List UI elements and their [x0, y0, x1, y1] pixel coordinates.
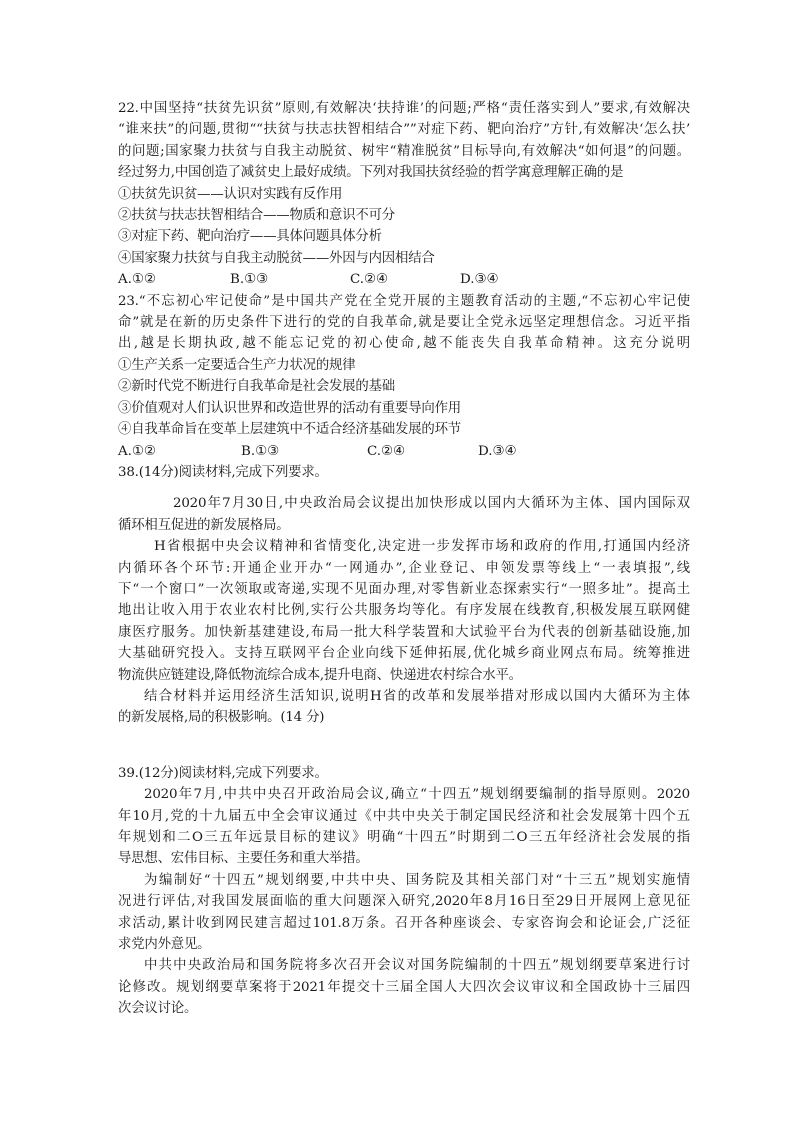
q38-header: 38.(14分)阅读材料,完成下列要求。 [118, 464, 328, 480]
q38-material-line: 2020年7月30日,中央政治局会议提出加快形成以国内大循环为主体、国内国际双 [173, 496, 690, 512]
q38-material-line: H省根据中央会议精神和省情变化,决定进一步发挥市场和政府的作用,打通国内经济 [154, 539, 690, 555]
q22-item: ③对症下药、靶向治疗——具体问题具体分析 [118, 229, 382, 245]
q22-stem-line: 22.中国坚持“扶贫先识贫”原则,有效解决‘扶持谁’的问题;严格“责任落实到人”要求,有效解决 [118, 101, 690, 116]
q22-stem-line: 经过努力,中国创造了减贫史上最好成绩。下列对我国扶贫经验的哲学寓意理解正确的是 [118, 165, 624, 181]
q23-item: ④自我革命旨在变革上层建筑中不适合经济基础发展的环节 [118, 422, 461, 438]
q38-material-line: 康医疗服务。加快新基建建设,布局一批大科学装置和大试验平台为代表的创新基础设施,加 [118, 624, 690, 640]
q23-item: ③价值观对人们认识世界和改造世界的活动有重要导向作用 [118, 400, 461, 416]
q23-item: ①生产关系一定要适合生产力状况的规律 [118, 357, 356, 373]
q23-item: ②新时代党不断进行自我革命是社会发展的基础 [118, 379, 396, 395]
q23-option-d: D.③④ [478, 443, 517, 459]
q23-option-c: C.②④ [367, 443, 406, 459]
q39-material-line: 年10月,党的十九届五中全会审议通过《中共中央关于制定国民经济和社会发展第十四个五 [118, 808, 690, 824]
q22-stem-line: 的问题;国家聚力扶贫与自我主动脱贫、树牢“精准脱贫”目标导向,有效解决“如何退”的问题。 [118, 143, 690, 159]
q39-material-line: 2020年7月,中共中央召开政治局会议,确立“十四五”规划纲要编制的指导原则。2020 [144, 787, 690, 803]
q23-options [118, 441, 690, 462]
q23-stem-line: 出,越是长期执政,越不能忘记党的初心使命,越不能丧失自我革命精神。这充分说明 [118, 336, 690, 352]
q39-material-line: 中共中央政治局和国务院将多次召开会议对国务院编制的十四五”规划纲要草案进行讨 [144, 958, 690, 974]
q38-material-line: 物流供应链建设,降低物流综合成本,提升电商、快递进农村综合水平。 [118, 667, 522, 683]
q22-option-a: A.①② [118, 272, 156, 288]
q22-item: ②扶贫与扶志扶智相结合——物质和意识不可分 [118, 208, 396, 224]
q39-material-line: 次会议讨论。 [118, 1001, 198, 1017]
q38-question-line: 的新发展格,局的积极影响。(14 分) [118, 710, 325, 726]
q38-material-line: 内循环各个环节:开通企业开办“一网通办”,企业登记、申领发票等线上“一表填报”,线 [118, 560, 690, 576]
q23-option-b: B.①③ [241, 443, 280, 459]
q23-option-a: A.①② [118, 443, 156, 459]
q22-item: ④国家聚力扶贫与自我主动脱贫——外因与内因相结合 [118, 250, 435, 266]
question-38 [118, 462, 690, 729]
question-22 [118, 98, 690, 291]
q22-option-c: C.②④ [350, 272, 389, 288]
question-39 [118, 763, 690, 1020]
q39-material-line: 求活动,累计收到网民建言超过101.8万条。召开各种座谈会、专家咨询会和论证会,广泛征 [118, 915, 690, 931]
q39-material-line: 况进行评估,对我国发展面临的重大问题深入研究,2020年8月16日至29日开展网上意见征 [118, 894, 690, 910]
q39-material-line: 导思想、宏伟目标、主要任务和重大举措。 [118, 851, 369, 867]
exam-page [118, 98, 690, 1020]
q38-material-line: 下“一个窗口”一次领取或寄递,实现不见面办理,对零售新业态探索实行“一照多址”。提高土 [118, 581, 690, 597]
q39-material-line: 求党内外意见。 [118, 937, 211, 953]
q39-material-line: 论修改。规划纲要草案将于2021年提交十三届全国人大四次会议审议和全国政协十三届四 [118, 979, 690, 995]
q22-option-d: D.③④ [460, 272, 499, 288]
q39-material-line: 为编制好“十四五”规划纲要,中共中央、国务院及其相关部门对“十三五”规划实施情 [144, 872, 690, 888]
q22-item: ①扶贫先识贫——认识对实践有反作用 [118, 186, 343, 202]
q38-material-line: 地出让收入用于农业农村比例,实行公共服务均等化。有序发展在线教育,积极发展互联网健 [118, 603, 690, 619]
q23-stem-line: 23.“不忘初心牢记使命”是中国共产党在全党开展的主题教育活动的主题,“不忘初心牢记使 [118, 293, 690, 309]
q38-material-line: 循环相互促进的新发展格局。 [118, 517, 290, 533]
q38-material-line: 大基础研究投入。支持互联网平台企业向线下延伸拓展,优化城乡商业网点布局。统筹推进 [118, 646, 690, 662]
q38-question-line: 结合材料并运用经济生活知识,说明H省的改革和发展举措对形成以国内大循环为主体 [144, 688, 690, 704]
q22-option-b: B.①③ [230, 272, 269, 288]
q22-options [118, 269, 690, 290]
q22-stem-line: “谁来扶”的问题,贯彻““扶贫与扶志扶智相结合””对症下药、靶向治疗”方针,有效解决‘怎么扶’ [118, 122, 690, 138]
q39-header: 39.(12分)阅读材料,完成下列要求。 [118, 765, 328, 781]
q39-material-line: 年规划和二O三五年远景目标的建议》明确“十四五”时期到二O三五年经济社会发展的指 [118, 830, 690, 845]
question-23 [118, 291, 690, 462]
q23-stem-line: 命”就是在新的历史条件下进行的党的自我革命,就是要让全党永远坚定理想信念。习近平指 [118, 315, 690, 331]
